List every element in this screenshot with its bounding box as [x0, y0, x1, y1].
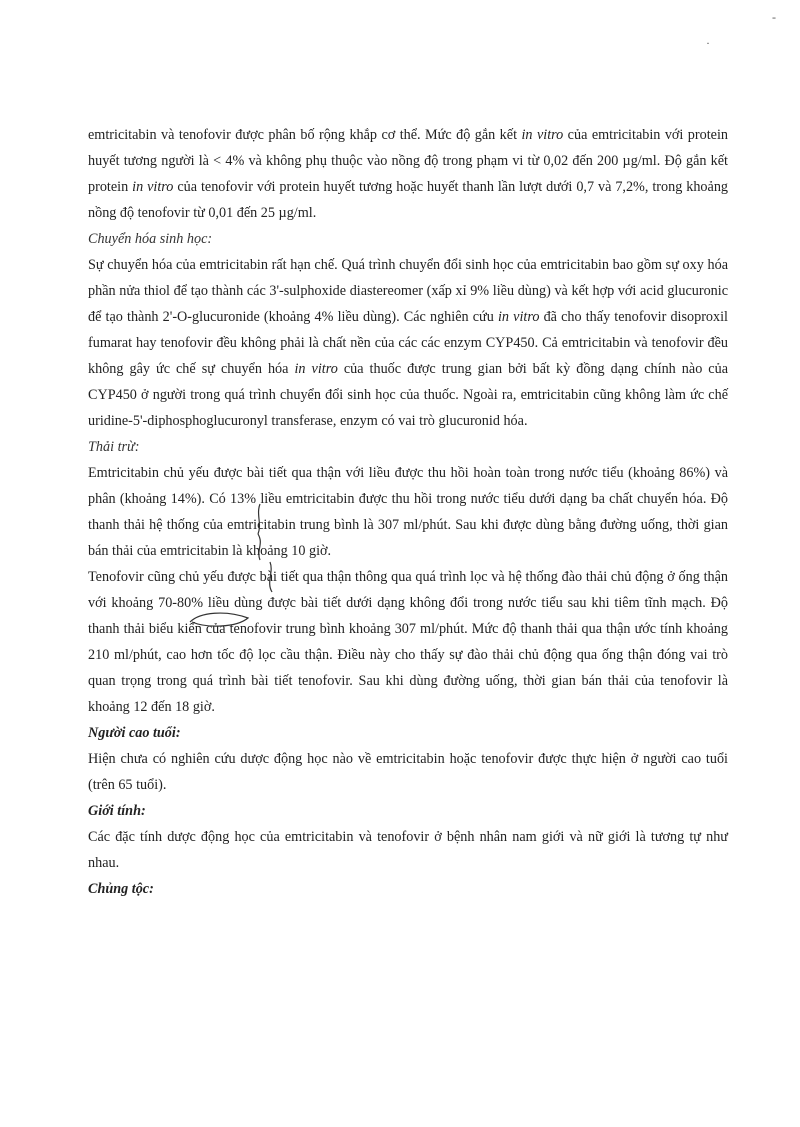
text-run: của thuốc được trung gian bởi bất kỳ đồng dạng chính nào của CYP450 ở người trong quá trình chuyển đổi sinh học của thuốc. Ngoài ra, emtricitabin cũng không làm ức chế uridine-5'-diphosphoglucuronyl transferase, enzym có vai trò glucuronid hóa.: [88, 361, 729, 429]
text-run: của emtricitabin với protein huyết tương người là < 4% và không phụ thuộc vào nồng độ trong phạm vi từ 0,02 đến 200 µg/ml. Độ gắn kết protein: [88, 127, 728, 195]
scan-mark: ·: [706, 36, 710, 50]
pen-circle-mark: [186, 608, 256, 630]
text-run: của tenofovir với protein huyết tương hoặc huyết thanh lần lượt dưới 0,7 và 7,2%, trong khoảng nồng độ tenofovir từ 0,01 đến 25 µg/ml.: [88, 179, 729, 221]
paragraph-distribution: [88, 122, 728, 226]
paragraph-metabolism: [88, 252, 728, 434]
text-run: emtricitabin và tenofovir được phân bố rộng khắp cơ thể. Mức độ gắn kết: [88, 127, 522, 143]
italic-term: in vitro: [521, 127, 564, 143]
italic-term: in vitro: [132, 179, 174, 195]
italic-term: in vitro: [497, 309, 540, 325]
heading-gender: Giới tính:: [88, 803, 146, 819]
text-run: đã cho thấy tenofovir disoproxil fumarat hay tenofovir đều không phải là chất nền của các các enzym CYP450. Cả emtricitabin và tenofovir đều không gây ức chế sự chuyển hóa: [88, 309, 728, 377]
pen-scribble-mark: [250, 494, 310, 614]
scan-mark: -: [772, 10, 776, 24]
paragraph-elderly: Hiện chưa có nghiên cứu dược động học nào về emtricitabin hoặc tenofovir được thực hiện ở người cao tuổi (trên 65 tuổi).: [88, 751, 728, 793]
heading-race: Chủng tộc:: [88, 881, 154, 897]
text-run: Sự chuyển hóa của emtricitabin rất hạn chế. Quá trình chuyển đổi sinh học của emtricitabin bao gồm sự oxy hóa phần nửa thiol để tạo thành các 3'-sulphoxide diastereomer (xấp xỉ 9% liều dùng) và kết hợp với acid glucuronic để tạo thành 2'-O-glucuronide (khoảng 4% liều dùng). Các nghiên cứu: [88, 257, 728, 325]
paragraph-elimination-tenofovir: Tenofovir cũng chủ yếu được bài tiết qua thận thông qua quá trình lọc và hệ thống đào thải chủ động ở ống thận với khoảng 70-80% liều dùng được bài tiết dưới dạng không đổi trong nước tiểu sau khi tiêm tĩnh mạch. Độ thanh thải biểu kiến của tenofovir trung bình khoảng 307 ml/phút. Mức độ thanh thải qua thận ước tính khoảng 210 ml/phút, cao hơn tốc độ lọc cầu thận. Điều này cho thấy sự đào thải chủ động qua ống thận đóng vai trò quan trọng trong quá trình bài tiết tenofovir. Sau khi dùng đường uống, thời gian bán thải của tenofovir là khoảng 12 đến 18 giờ.: [88, 569, 728, 715]
paragraph-gender: Các đặc tính dược động học của emtricitabin và tenofovir ở bệnh nhân nam giới và nữ giới là tương tự như nhau.: [88, 829, 728, 871]
italic-term: in vitro: [294, 361, 338, 377]
paragraph-elimination-emtricitabin: Emtricitabin chủ yếu được bài tiết qua thận với liều được thu hồi hoàn toàn trong nước tiểu (khoảng 86%) và phân (khoảng 14%). Có 13% liều emtricitabin được thu hồi trong nước tiểu dưới dạng ba chất chuyển hóa. Độ thanh thải hệ thống của emtricitabin trung bình là 307 ml/phút. Sau khi được dùng bằng đường uống, thời gian bán thải của emtricitabin là khoảng 10 giờ.: [88, 465, 728, 559]
heading-metabolism: Chuyển hóa sinh học:: [88, 231, 213, 247]
heading-elimination: Thải trừ:: [88, 439, 140, 455]
heading-elderly: Người cao tuổi:: [88, 725, 181, 741]
document-body: [88, 122, 728, 902]
